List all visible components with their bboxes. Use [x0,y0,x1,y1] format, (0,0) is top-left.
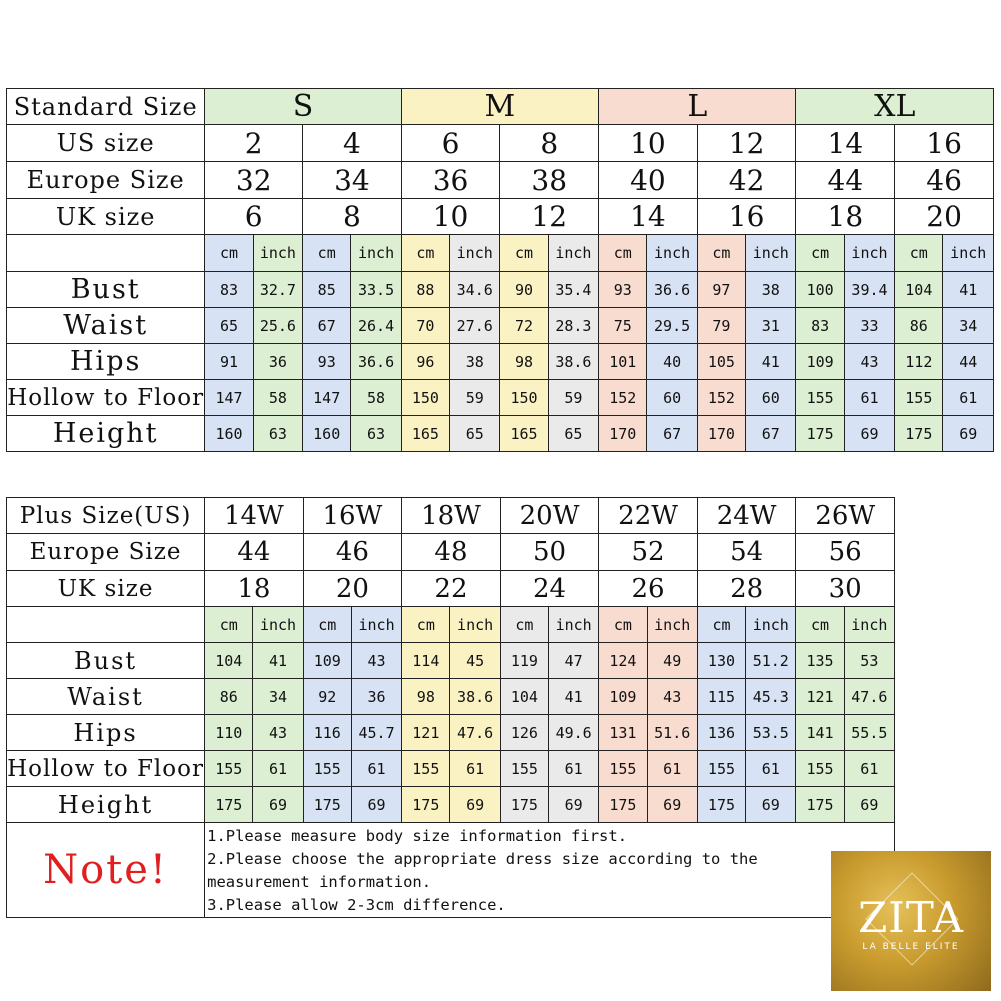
plus-inch-value: 61 [351,751,401,787]
size-group-s: S [205,89,401,125]
plus-cm-value: 136 [697,715,745,751]
standard-cm-value: 90 [500,272,548,308]
unit-cm: cm [895,235,943,272]
standard-cm-value: 72 [500,308,548,344]
plus-measure-label: Waist [7,679,205,715]
standard-cm-value: 67 [303,308,351,344]
standard-inch-value: 41 [746,344,796,380]
standard-measure-row [7,380,994,416]
plus-cm-value: 175 [500,787,548,823]
unit-cm: cm [796,235,844,272]
us-size-value: 10 [599,125,698,162]
plus-uk-size-value: 26 [599,571,698,607]
plus-uk-size-value: 20 [303,571,402,607]
size-group-xl: XL [796,89,994,125]
standard-inch-value: 41 [943,272,994,308]
unit-inch: inch [746,235,796,272]
standard-cm-value: 88 [401,272,449,308]
plus-cm-value: 86 [205,679,253,715]
plus-inch-value: 49.6 [549,715,599,751]
plus-inch-value: 53 [844,643,894,679]
plus-inch-value: 61 [450,751,500,787]
plus-measure-row [7,715,895,751]
uk-size-row [7,199,994,235]
standard-inch-value: 69 [844,416,894,452]
plus-europe-size-value: 56 [796,534,895,571]
standard-inch-value: 43 [844,344,894,380]
plus-cm-value: 116 [303,715,351,751]
europe-size-value: 46 [895,162,994,199]
plus-unit-row [7,607,895,643]
plus-inch-value: 69 [746,787,796,823]
standard-cm-value: 147 [303,380,351,416]
uk-size-label: UK size [7,199,205,235]
standard-cm-value: 150 [401,380,449,416]
unit-cm: cm [599,607,647,643]
uk-size-value: 6 [205,199,303,235]
plus-inch-value: 47.6 [450,715,500,751]
plus-europe-size-value: 50 [500,534,599,571]
standard-inch-value: 25.6 [253,308,302,344]
europe-size-value: 32 [205,162,303,199]
brand-logo [831,851,991,991]
standard-inch-value: 29.5 [647,308,697,344]
standard-inch-value: 63 [351,416,401,452]
standard-inch-value: 36 [253,344,302,380]
europe-size-value: 42 [697,162,796,199]
plus-cm-value: 155 [500,751,548,787]
europe-size-label: Europe Size [7,162,205,199]
standard-cm-value: 75 [599,308,647,344]
us-size-label: US size [7,125,205,162]
plus-cm-value: 119 [500,643,548,679]
plus-measurement-rows [7,643,895,823]
unit-row-blank [7,607,205,643]
standard-measure-row [7,272,994,308]
size-group-l: L [599,89,796,125]
plus-europe-size-label: Europe Size [7,534,205,571]
uk-size-value: 18 [796,199,895,235]
standard-inch-value: 65 [548,416,598,452]
unit-cm: cm [205,607,253,643]
uk-size-value: 16 [697,199,796,235]
plus-measure-label: Height [7,787,205,823]
plus-cm-value: 121 [402,715,450,751]
plus-cm-value: 175 [697,787,745,823]
standard-measure-label: Hollow to Floor [7,380,205,416]
standard-cm-value: 160 [205,416,253,452]
standard-cm-value: 152 [697,380,745,416]
plus-us-size-value: 20W [500,498,599,534]
us-size-value: 12 [697,125,796,162]
unit-row-blank [7,235,205,272]
plus-uk-size-value: 28 [697,571,796,607]
europe-size-value: 40 [599,162,698,199]
us-size-value: 16 [895,125,994,162]
logo-brand-name: ZITA [858,893,964,942]
plus-cm-value: 115 [697,679,745,715]
plus-cm-value: 155 [599,751,647,787]
unit-inch: inch [351,235,401,272]
plus-measure-row [7,751,895,787]
standard-cm-value: 96 [401,344,449,380]
plus-inch-value: 36 [351,679,401,715]
standard-cm-value: 160 [303,416,351,452]
standard-inch-value: 59 [548,380,598,416]
plus-cm-value: 175 [402,787,450,823]
plus-cm-value: 155 [796,751,844,787]
plus-cm-value: 131 [599,715,647,751]
unit-cm: cm [697,607,745,643]
plus-cm-value: 124 [599,643,647,679]
uk-size-value: 8 [303,199,402,235]
uk-size-value: 14 [599,199,698,235]
plus-inch-value: 47 [549,643,599,679]
plus-cm-value: 141 [796,715,844,751]
standard-cm-value: 155 [796,380,844,416]
standard-cm-value: 83 [796,308,844,344]
plus-cm-value: 109 [303,643,351,679]
standard-cm-value: 170 [697,416,745,452]
standard-inch-value: 27.6 [450,308,500,344]
unit-cm: cm [205,235,253,272]
us-size-value: 6 [401,125,500,162]
note-line: measurement information. [207,873,432,891]
plus-cm-value: 126 [500,715,548,751]
us-size-value: 2 [205,125,303,162]
standard-cm-value: 79 [697,308,745,344]
plus-inch-value: 51.2 [746,643,796,679]
plus-us-size-value: 26W [796,498,895,534]
standard-inch-value: 34 [943,308,994,344]
standard-cm-value: 150 [500,380,548,416]
unit-inch: inch [450,235,500,272]
plus-cm-value: 155 [402,751,450,787]
plus-size-table [6,497,895,918]
plus-us-size-value: 16W [303,498,402,534]
plus-inch-value: 51.6 [647,715,697,751]
unit-inch: inch [647,607,697,643]
standard-cm-value: 100 [796,272,844,308]
plus-uk-row [7,571,895,607]
standard-inch-value: 36.6 [647,272,697,308]
standard-inch-value: 60 [647,380,697,416]
plus-measure-label: Hollow to Floor [7,751,205,787]
logo-tagline: LA BELLE ELITE [862,942,960,952]
standard-inch-value: 58 [351,380,401,416]
standard-cm-value: 93 [599,272,647,308]
plus-inch-value: 38.6 [450,679,500,715]
us-size-value: 4 [303,125,402,162]
uk-size-value: 12 [500,199,599,235]
plus-uk-size-value: 22 [402,571,501,607]
plus-cm-value: 104 [205,643,253,679]
plus-cm-value: 110 [205,715,253,751]
plus-cm-value: 114 [402,643,450,679]
plus-europe-size-value: 44 [205,534,304,571]
note-line: 3.Please allow 2-3cm difference. [207,896,506,914]
unit-inch: inch [943,235,994,272]
standard-cm-value: 70 [401,308,449,344]
unit-inch: inch [548,235,598,272]
standard-cm-value: 147 [205,380,253,416]
unit-cm: cm [500,235,548,272]
unit-inch: inch [647,235,697,272]
standard-cm-value: 91 [205,344,253,380]
plus-cm-value: 155 [205,751,253,787]
standard-inch-value: 38 [450,344,500,380]
standard-measure-label: Hips [7,344,205,380]
note-line: 2.Please choose the appropriate dress size according to the [207,850,758,868]
standard-cm-value: 65 [205,308,253,344]
unit-cm: cm [401,235,449,272]
standard-inch-value: 58 [253,380,302,416]
standard-cm-value: 109 [796,344,844,380]
plus-europe-size-value: 54 [697,534,796,571]
plus-inch-value: 61 [746,751,796,787]
europe-size-value: 44 [796,162,895,199]
standard-inch-value: 35.4 [548,272,598,308]
europe-size-value: 36 [401,162,500,199]
plus-inch-value: 69 [647,787,697,823]
standard-measure-row [7,416,994,452]
plus-inch-value: 61 [253,751,303,787]
standard-inch-value: 67 [647,416,697,452]
plus-uk-size-value: 24 [500,571,599,607]
standard-inch-value: 67 [746,416,796,452]
note-row [7,823,895,918]
standard-cm-value: 165 [500,416,548,452]
standard-cm-value: 101 [599,344,647,380]
standard-cm-value: 112 [895,344,943,380]
plus-cm-value: 98 [402,679,450,715]
us-size-row [7,125,994,162]
plus-cm-value: 175 [303,787,351,823]
plus-inch-value: 69 [253,787,303,823]
unit-inch: inch [746,607,796,643]
plus-measure-label: Bust [7,643,205,679]
note-label-cell [7,823,205,918]
plus-cm-value: 92 [303,679,351,715]
plus-cm-value: 155 [697,751,745,787]
standard-cm-value: 83 [205,272,253,308]
plus-measure-row [7,643,895,679]
unit-cm: cm [402,607,450,643]
plus-cm-value: 135 [796,643,844,679]
standard-cm-value: 97 [697,272,745,308]
unit-cm: cm [303,607,351,643]
standard-inch-value: 36.6 [351,344,401,380]
us-size-value: 14 [796,125,895,162]
plus-inch-value: 61 [647,751,697,787]
size-group-m: M [401,89,598,125]
standard-inch-value: 26.4 [351,308,401,344]
plus-cm-value: 121 [796,679,844,715]
standard-measurement-rows [7,272,994,452]
standard-size-table [6,88,994,452]
plus-cm-value: 175 [205,787,253,823]
standard-inch-value: 39.4 [844,272,894,308]
plus-measure-row [7,679,895,715]
plus-inch-value: 61 [844,751,894,787]
plus-europe-size-value: 52 [599,534,698,571]
plus-inch-value: 69 [549,787,599,823]
plus-inch-value: 47.6 [844,679,894,715]
standard-inch-value: 60 [746,380,796,416]
europe-size-value: 38 [500,162,599,199]
unit-cm: cm [303,235,351,272]
standard-measure-row [7,308,994,344]
plus-us-size-value: 14W [205,498,304,534]
standard-cm-value: 155 [895,380,943,416]
unit-row [7,235,994,272]
standard-cm-value: 85 [303,272,351,308]
unit-inch: inch [450,607,500,643]
standard-inch-value: 38 [746,272,796,308]
note-text [205,823,895,918]
plus-inch-value: 55.5 [844,715,894,751]
plus-uk-size-value: 18 [205,571,304,607]
standard-cm-value: 104 [895,272,943,308]
plus-measure-row [7,787,895,823]
plus-inch-value: 69 [351,787,401,823]
europe-size-row [7,162,994,199]
plus-europe-row [7,534,895,571]
plus-inch-value: 41 [253,643,303,679]
plus-cm-value: 175 [599,787,647,823]
standard-measure-label: Waist [7,308,205,344]
standard-cm-value: 175 [796,416,844,452]
plus-cm-value: 155 [303,751,351,787]
unit-inch: inch [844,235,894,272]
plus-size-label: Plus Size(US) [7,498,205,534]
plus-us-size-value: 22W [599,498,698,534]
europe-size-value: 34 [303,162,402,199]
plus-inch-value: 69 [450,787,500,823]
unit-cm: cm [796,607,844,643]
standard-inch-value: 61 [943,380,994,416]
standard-inch-value: 38.6 [548,344,598,380]
standard-cm-value: 170 [599,416,647,452]
standard-measure-label: Height [7,416,205,452]
standard-measure-label: Bust [7,272,205,308]
plus-inch-value: 45.7 [351,715,401,751]
standard-inch-value: 33 [844,308,894,344]
uk-size-value: 10 [401,199,500,235]
standard-inch-value: 32.7 [253,272,302,308]
plus-inch-value: 69 [844,787,894,823]
us-size-value: 8 [500,125,599,162]
unit-inch: inch [253,235,302,272]
plus-inch-value: 45.3 [746,679,796,715]
standard-cm-value: 152 [599,380,647,416]
plus-inch-value: 41 [549,679,599,715]
plus-cm-value: 104 [500,679,548,715]
plus-us-size-value: 24W [697,498,796,534]
plus-cm-value: 175 [796,787,844,823]
standard-inch-value: 31 [746,308,796,344]
plus-europe-size-value: 48 [402,534,501,571]
standard-inch-value: 65 [450,416,500,452]
plus-inch-value: 34 [253,679,303,715]
plus-cm-value: 109 [599,679,647,715]
plus-inch-value: 53.5 [746,715,796,751]
unit-cm: cm [697,235,745,272]
standard-inch-value: 34.6 [450,272,500,308]
plus-uk-size-label: UK size [7,571,205,607]
standard-measure-row [7,344,994,380]
standard-cm-value: 175 [895,416,943,452]
unit-inch: inch [351,607,401,643]
standard-size-label: Standard Size [7,89,205,125]
plus-measure-label: Hips [7,715,205,751]
note-line: 1.Please measure body size information first. [207,827,628,845]
standard-inch-value: 61 [844,380,894,416]
unit-inch: inch [549,607,599,643]
standard-cm-value: 165 [401,416,449,452]
plus-us-size-value: 18W [402,498,501,534]
standard-inch-value: 59 [450,380,500,416]
plus-inch-value: 49 [647,643,697,679]
unit-inch: inch [844,607,894,643]
standard-inch-value: 33.5 [351,272,401,308]
unit-inch: inch [253,607,303,643]
plus-inch-value: 43 [647,679,697,715]
standard-group-row [7,89,994,125]
standard-cm-value: 86 [895,308,943,344]
plus-inch-value: 43 [351,643,401,679]
standard-cm-value: 93 [303,344,351,380]
standard-inch-value: 28.3 [548,308,598,344]
standard-inch-value: 69 [943,416,994,452]
plus-cm-value: 130 [697,643,745,679]
standard-cm-value: 105 [697,344,745,380]
plus-inch-value: 45 [450,643,500,679]
plus-uk-size-value: 30 [796,571,895,607]
note-title: Note! [43,847,168,893]
plus-inch-value: 43 [253,715,303,751]
standard-inch-value: 44 [943,344,994,380]
unit-cm: cm [599,235,647,272]
uk-size-value: 20 [895,199,994,235]
plus-inch-value: 61 [549,751,599,787]
plus-us-row [7,498,895,534]
unit-cm: cm [500,607,548,643]
standard-cm-value: 98 [500,344,548,380]
standard-inch-value: 63 [253,416,302,452]
standard-inch-value: 40 [647,344,697,380]
plus-europe-size-value: 46 [303,534,402,571]
